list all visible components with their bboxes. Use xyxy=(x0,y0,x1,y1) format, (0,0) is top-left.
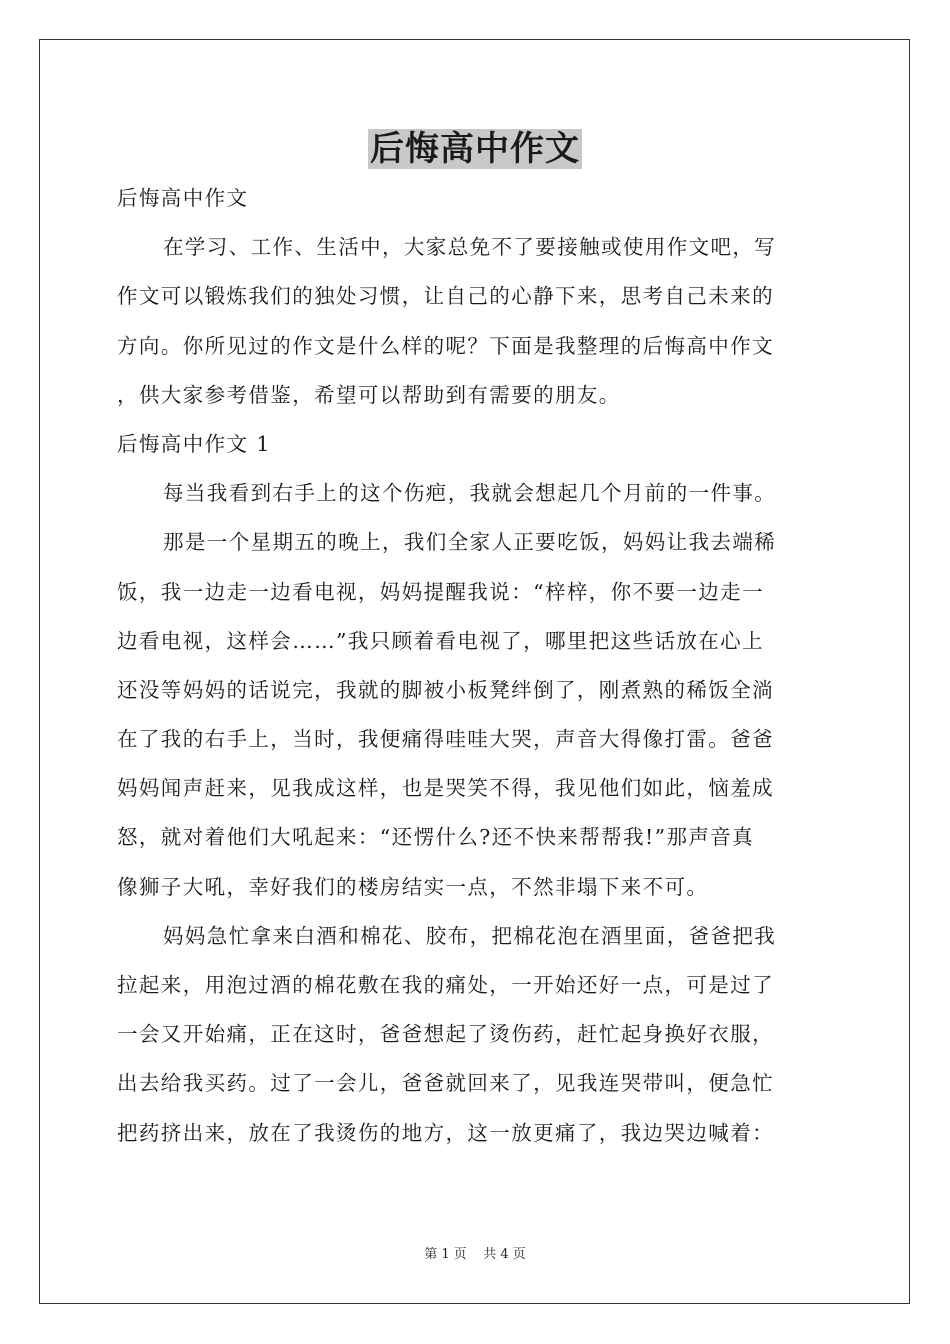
document-title-text: 后悔高中作文 xyxy=(370,129,580,169)
text-line: 一会又开始痛，正在这时，爸爸想起了烫伤药，赶忙起身换好衣服， xyxy=(117,1022,774,1047)
text-line: 边看电视，这样会……”我只顾着看电视了，哪里把这些话放在心上 xyxy=(117,628,764,653)
document-title xyxy=(0,123,950,175)
document-body xyxy=(117,174,833,1158)
text-line: 每当我看到右手上的这个伤疤，我就会想起几个月前的一件事。 xyxy=(163,481,777,506)
subtitle-line: 后悔高中作文 xyxy=(117,186,249,210)
text-line: 把药挤出来，放在了我烫伤的地方，这一放更痛了，我边哭边喊着： xyxy=(117,1120,774,1145)
text-line: 在学习、工作、生活中，大家总免不了要接触或使用作文吧，写 xyxy=(163,235,777,260)
text-line: 拉起来，用泡过酒的棉花敷在我的痛处，一开始还好一点，可是过了 xyxy=(117,973,774,997)
text-line: 像狮子大吼，幸好我们的楼房结实一点，不然非塌下来不可。 xyxy=(117,874,709,899)
section-heading: 后悔高中作文 1 xyxy=(117,431,271,456)
text-line: 在了我的右手上，当时，我便痛得哇哇大哭，声音大得像打雷。爸爸 xyxy=(117,727,774,752)
text-line: 还没等妈妈的话说完，我就的脚被小板凳绊倒了，刚煮熟的稀饭全淌 xyxy=(117,677,774,702)
text-line: 那是一个星期五的晚上，我们全家人正要吃饭，妈妈让我去端稀 xyxy=(163,530,777,555)
text-line: 怒，就对着他们大吼起来：“还愣什么?还不快来帮帮我!”那声音真 xyxy=(117,825,755,850)
text-line: 妈妈闻声赶来，见我成这样，也是哭笑不得，我见他们如此，恼羞成 xyxy=(117,776,774,801)
page-number: 第 1 页 共 4 页 xyxy=(424,1247,526,1262)
text-line: ，供大家参考借鉴，希望可以帮助到有需要的朋友。 xyxy=(117,382,621,407)
text-line: 妈妈急忙拿来白酒和棉花、胶布，把棉花泡在酒里面，爸爸把我 xyxy=(163,923,777,948)
text-line: 作文可以锻炼我们的独处习惯，让自己的心静下来，思考自己未来的 xyxy=(117,284,774,309)
text-line: 方向。你所见过的作文是什么样的呢？下面是我整理的后悔高中作文 xyxy=(117,333,774,358)
text-line: 饭，我一边走一边看电视，妈妈提醒我说：“梓梓，你不要一边走一 xyxy=(117,579,764,604)
text-line: 出去给我买药。过了一会儿，爸爸就回来了，见我连哭带叫，便急忙 xyxy=(117,1071,774,1096)
